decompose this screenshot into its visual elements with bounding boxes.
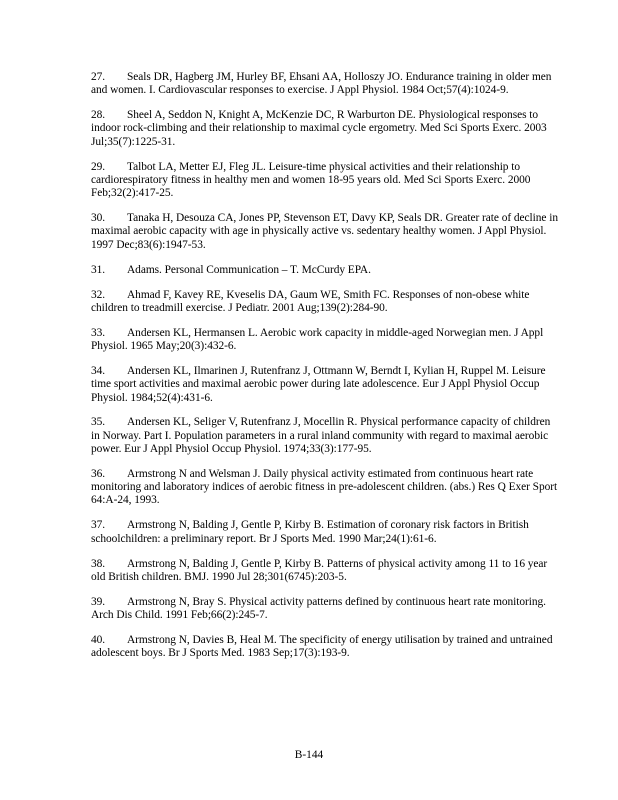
reference-number: 34. <box>91 364 106 377</box>
reference-entry <box>91 365 561 405</box>
reference-text: Armstrong N, Davies B, Heal M. The specificity of energy utilisation by trained and untrained adolescent boys. Br J Sports Med. 1983 Sep;17(3):193-9. <box>91 633 553 660</box>
reference-entry <box>91 212 561 252</box>
reference-number: 33. <box>91 326 106 339</box>
reference-entry <box>91 468 561 508</box>
reference-number: 30. <box>91 212 106 225</box>
reference-number: 27. <box>91 71 106 83</box>
page-number: B-144 <box>294 749 324 761</box>
reference-text: Andersen KL, Ilmarinen J, Rutenfranz J, Ottmann W, Berndt I, Kylian H, Ruppel M. Leisure time sport activities and maximal aerobic power during late adolescence. Eur J Appl Physiol Occup Physiol. 1984;52(4):431-6. <box>91 364 546 404</box>
reference-entry <box>91 634 561 661</box>
reference-entry <box>91 558 561 585</box>
reference-number: 35. <box>91 416 106 429</box>
reference-text: Talbot LA, Metter EJ, Fleg JL. Leisure-time physical activities and their relationship to cardiorespiratory fitness in healthy men and women 18-95 years old. Med Sci Sports Exerc. 2000 Feb;32(2):417-25. <box>91 160 531 200</box>
reference-entry <box>91 264 561 277</box>
reference-entry <box>91 161 561 201</box>
reference-number: 36. <box>91 467 106 480</box>
reference-text: Tanaka H, Desouza CA, Jones PP, Stevenson ET, Davy KP, Seals DR. Greater rate of decline in maximal aerobic capacity with age in physically active vs. sedentary healthy women. J Appl Physiol. 1997 Dec;83(6):1947-53. <box>91 212 558 251</box>
reference-number: 39. <box>91 595 106 608</box>
reference-number: 28. <box>91 109 106 122</box>
reference-text: Armstrong N, Balding J, Gentle P, Kirby B. Estimation of coronary risk factors in British schoolchildren: a preliminary report. Br J Sports Med. 1990 Mar;24(1):61-6. <box>91 519 529 545</box>
reference-text: Armstrong N, Bray S. Physical activity patterns defined by continuous heart rate monitoring. Arch Dis Child. 1991 Feb;66(2):245-7. <box>91 595 546 622</box>
reference-number: 32. <box>91 288 106 301</box>
reference-text: Andersen KL, Seliger V, Rutenfranz J, Mocellin R. Physical performance capacity of children in Norway. Part I. Population parameters in a rural inland community with regard to maximal aerobic power. Eur J Appl Physiol Occup Physiol. 1974;33(3):177-95. <box>91 416 551 455</box>
reference-text: Adams. Personal Communication – T. McCurdy EPA. <box>127 263 371 276</box>
reference-text: Ahmad F, Kavey RE, Kveselis DA, Gaum WE, Smith FC. Responses of non-obese white children to treadmill exercise. J Pediatr. 2001 Aug;139(2):284-90. <box>91 288 530 314</box>
reference-text: Sheel A, Seddon N, Knight A, McKenzie DC, R Warburton DE. Physiological responses to indoor rock-climbing and their relationship to maximal cycle ergometry. Med Sci Sports Exerc. 2003 Jul;35(7):1225-31. <box>91 109 547 148</box>
reference-entry <box>91 327 561 354</box>
reference-number: 31. <box>91 263 106 276</box>
reference-text: Armstrong N and Welsman J. Daily physical activity estimated from continuous heart rate monitoring and laboratory indices of aerobic fitness in pre-adolescent children. (abs.) Res Q Exer Sport 64:A-24, 1993. <box>91 467 558 507</box>
reference-number: 29. <box>91 160 106 173</box>
reference-entry <box>91 71 561 98</box>
reference-entry <box>91 519 561 546</box>
reference-number: 37. <box>91 519 106 532</box>
reference-entry <box>91 596 561 623</box>
reference-number: 40. <box>91 633 106 646</box>
reference-entry <box>91 289 561 316</box>
reference-list <box>91 71 561 672</box>
reference-text: Andersen KL, Hermansen L. Aerobic work capacity in middle-aged Norwegian men. J Appl Physiol. 1965 May;20(3):432-6. <box>91 326 544 353</box>
reference-text: Seals DR, Hagberg JM, Hurley BF, Ehsani AA, Holloszy JO. Endurance training in older men and women. I. Cardiovascular responses to exercise. J Appl Physiol. 1984 Oct;57(4):1024-9. <box>91 71 552 97</box>
reference-text: Armstrong N, Balding J, Gentle P, Kirby B. Patterns of physical activity among 11 to 16 year old British children. BMJ. 1990 Jul 28;301(6745):203-5. <box>91 557 548 583</box>
reference-number: 38. <box>91 557 106 570</box>
reference-entry <box>91 416 561 456</box>
reference-entry <box>91 109 561 149</box>
